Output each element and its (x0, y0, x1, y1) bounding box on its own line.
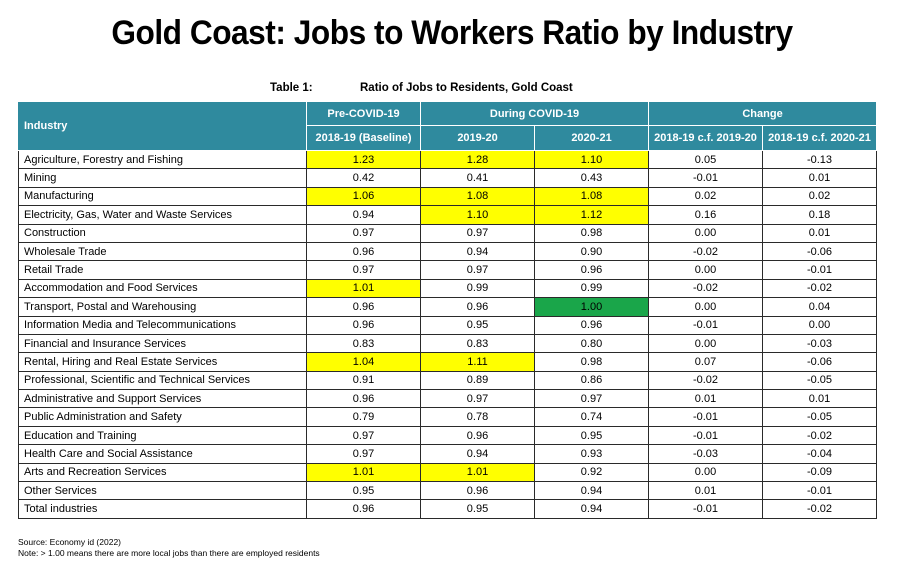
industry-name: Information Media and Telecommunications (19, 316, 307, 334)
industry-name: Manufacturing (19, 187, 307, 205)
industry-name: Retail Trade (19, 261, 307, 279)
value-cell: 0.74 (535, 408, 649, 426)
value-cell: -0.09 (763, 463, 877, 481)
value-cell: 0.97 (307, 426, 421, 444)
value-cell: 0.98 (535, 224, 649, 242)
value-cell: 0.96 (307, 242, 421, 260)
value-cell: 1.01 (307, 463, 421, 481)
industry-name: Rental, Hiring and Real Estate Services (19, 353, 307, 371)
value-cell: 0.96 (535, 261, 649, 279)
value-cell: -0.01 (649, 426, 763, 444)
value-cell: -0.01 (649, 408, 763, 426)
table-body (19, 151, 877, 519)
table-row (19, 169, 877, 187)
industry-name: Construction (19, 224, 307, 242)
industry-name: Education and Training (19, 426, 307, 444)
table-row (19, 445, 877, 463)
value-cell: -0.02 (649, 242, 763, 260)
table-row (19, 500, 877, 518)
table-caption (270, 82, 573, 94)
value-cell: 0.96 (307, 298, 421, 316)
table-row (19, 334, 877, 352)
value-cell: 0.01 (763, 390, 877, 408)
value-cell: 0.96 (307, 500, 421, 518)
value-cell: 0.02 (649, 187, 763, 205)
value-cell: 0.97 (421, 224, 535, 242)
table-row (19, 408, 877, 426)
value-cell: -0.03 (763, 334, 877, 352)
value-cell: 1.23 (307, 151, 421, 169)
value-cell: 0.00 (649, 463, 763, 481)
value-cell: 0.01 (649, 390, 763, 408)
value-cell: -0.02 (649, 371, 763, 389)
value-cell: 1.10 (421, 206, 535, 224)
value-cell: 0.04 (763, 298, 877, 316)
industry-name: Electricity, Gas, Water and Waste Services (19, 206, 307, 224)
value-cell: 0.01 (763, 169, 877, 187)
table-row (19, 298, 877, 316)
value-cell: 0.95 (307, 482, 421, 500)
header-group-pre-covid: Pre-COVID-19 (307, 102, 421, 126)
table-row (19, 390, 877, 408)
header-industry: Industry (19, 102, 307, 151)
value-cell: -0.04 (763, 445, 877, 463)
value-cell: 0.01 (763, 224, 877, 242)
value-cell: -0.05 (763, 371, 877, 389)
value-cell: -0.06 (763, 242, 877, 260)
value-cell: 0.97 (307, 224, 421, 242)
value-cell: 0.80 (535, 334, 649, 352)
header-group-change: Change (649, 102, 877, 126)
value-cell: -0.02 (763, 426, 877, 444)
notes (18, 537, 320, 559)
value-cell: 0.97 (535, 390, 649, 408)
value-cell: 0.99 (535, 279, 649, 297)
value-cell: 0.42 (307, 169, 421, 187)
industry-name: Accommodation and Food Services (19, 279, 307, 297)
table-row (19, 316, 877, 334)
value-cell: 1.11 (421, 353, 535, 371)
industry-name: Agriculture, Forestry and Fishing (19, 151, 307, 169)
industry-name: Mining (19, 169, 307, 187)
table-row (19, 279, 877, 297)
value-cell: 1.12 (535, 206, 649, 224)
value-cell: -0.06 (763, 353, 877, 371)
value-cell: 0.78 (421, 408, 535, 426)
value-cell: 0.90 (535, 242, 649, 260)
value-cell: -0.01 (649, 500, 763, 518)
industry-name: Wholesale Trade (19, 242, 307, 260)
industry-name: Administrative and Support Services (19, 390, 307, 408)
value-cell: 0.95 (421, 316, 535, 334)
value-cell: 0.95 (421, 500, 535, 518)
value-cell: 0.93 (535, 445, 649, 463)
table-row (19, 371, 877, 389)
value-cell: 0.79 (307, 408, 421, 426)
table-row (19, 187, 877, 205)
header-col-change-2019-20: 2018-19 c.f. 2019-20 (649, 126, 763, 151)
value-cell: 1.08 (535, 187, 649, 205)
table-row (19, 242, 877, 260)
value-cell: 0.96 (307, 390, 421, 408)
industry-name: Arts and Recreation Services (19, 463, 307, 481)
value-cell: 0.89 (421, 371, 535, 389)
industry-name: Public Administration and Safety (19, 408, 307, 426)
value-cell: 0.05 (649, 151, 763, 169)
table-row (19, 426, 877, 444)
value-cell: 0.00 (649, 261, 763, 279)
table-row (19, 353, 877, 371)
value-cell: 0.91 (307, 371, 421, 389)
value-cell: 1.06 (307, 187, 421, 205)
table-caption-text: Ratio of Jobs to Residents, Gold Coast (360, 82, 573, 94)
value-cell: 0.98 (535, 353, 649, 371)
ratio-table (18, 101, 877, 519)
value-cell: 0.95 (535, 426, 649, 444)
value-cell: 0.43 (535, 169, 649, 187)
value-cell: 0.97 (307, 445, 421, 463)
value-cell: 1.28 (421, 151, 535, 169)
value-cell: 0.02 (763, 187, 877, 205)
value-cell: 0.94 (307, 206, 421, 224)
industry-name: Professional, Scientific and Technical Services (19, 371, 307, 389)
header-col-baseline: 2018-19 (Baseline) (307, 126, 421, 151)
page-title: Gold Coast: Jobs to Workers Ratio by Industry (111, 14, 793, 52)
value-cell: 1.04 (307, 353, 421, 371)
value-cell: -0.13 (763, 151, 877, 169)
industry-name: Transport, Postal and Warehousing (19, 298, 307, 316)
value-cell: 0.00 (649, 298, 763, 316)
value-cell: 0.99 (421, 279, 535, 297)
industry-name: Financial and Insurance Services (19, 334, 307, 352)
value-cell: 0.96 (421, 426, 535, 444)
value-cell: 0.97 (421, 390, 535, 408)
value-cell: 1.01 (307, 279, 421, 297)
value-cell: 0.97 (421, 261, 535, 279)
value-cell: 0.96 (535, 316, 649, 334)
value-cell: 0.16 (649, 206, 763, 224)
value-cell: -0.03 (649, 445, 763, 463)
value-cell: 1.10 (535, 151, 649, 169)
value-cell: 1.00 (535, 298, 649, 316)
source-note: Source: Economy id (2022) (18, 537, 121, 547)
table-row (19, 463, 877, 481)
industry-name: Total industries (19, 500, 307, 518)
value-cell: -0.01 (763, 482, 877, 500)
header-col-change-2020-21: 2018-19 c.f. 2020-21 (763, 126, 877, 151)
value-cell: 0.97 (307, 261, 421, 279)
header-col-2019-20: 2019-20 (421, 126, 535, 151)
value-cell: 0.00 (649, 334, 763, 352)
value-cell: -0.02 (763, 500, 877, 518)
table-row (19, 482, 877, 500)
value-cell: 0.00 (649, 224, 763, 242)
value-cell: 0.92 (535, 463, 649, 481)
value-cell: 0.86 (535, 371, 649, 389)
header-col-2020-21: 2020-21 (535, 126, 649, 151)
value-cell: -0.02 (649, 279, 763, 297)
value-cell: 0.00 (763, 316, 877, 334)
value-cell: 0.94 (421, 445, 535, 463)
value-cell: 0.96 (421, 482, 535, 500)
value-cell: -0.01 (649, 316, 763, 334)
table-number: Table 1: (270, 82, 313, 94)
value-cell: -0.02 (763, 279, 877, 297)
footnote: Note: > 1.00 means there are more local jobs than there are employed residents (18, 548, 320, 558)
value-cell: 0.94 (535, 482, 649, 500)
value-cell: 0.94 (535, 500, 649, 518)
header-group-during-covid: During COVID-19 (421, 102, 649, 126)
value-cell: 0.07 (649, 353, 763, 371)
value-cell: 0.41 (421, 169, 535, 187)
value-cell: 0.83 (307, 334, 421, 352)
industry-name: Other Services (19, 482, 307, 500)
value-cell: 0.18 (763, 206, 877, 224)
value-cell: 1.01 (421, 463, 535, 481)
value-cell: 0.96 (421, 298, 535, 316)
table-row (19, 261, 877, 279)
table-row (19, 151, 877, 169)
value-cell: -0.05 (763, 408, 877, 426)
value-cell: -0.01 (763, 261, 877, 279)
industry-name: Health Care and Social Assistance (19, 445, 307, 463)
value-cell: 0.94 (421, 242, 535, 260)
value-cell: 0.83 (421, 334, 535, 352)
value-cell: 0.96 (307, 316, 421, 334)
table-row (19, 206, 877, 224)
value-cell: 1.08 (421, 187, 535, 205)
table-row (19, 224, 877, 242)
value-cell: -0.01 (649, 169, 763, 187)
value-cell: 0.01 (649, 482, 763, 500)
